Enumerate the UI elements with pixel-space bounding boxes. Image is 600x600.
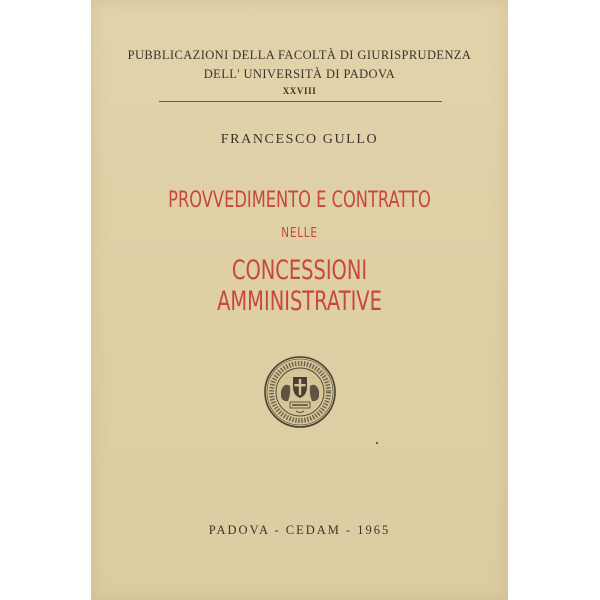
- series-number: XXVIII: [282, 86, 317, 96]
- title-line-2: NELLE: [281, 226, 318, 241]
- author-name: FRANCESCO GULLO: [220, 132, 379, 147]
- series-title-line-2: DELL' UNIVERSITÀ DI PADOVA: [203, 67, 396, 81]
- title-line-3: CONCESSIONI AMMINISTRATIVE: [217, 255, 382, 317]
- book-cover: [91, 0, 508, 600]
- divider-rule: [159, 101, 442, 102]
- series-title-line-1: PUBBLICAZIONI DELLA FACOLTÀ DI GIURISPRUDENZA: [127, 48, 472, 62]
- publisher-imprint: PADOVA - CEDAM - 1965: [208, 523, 391, 537]
- paper-speck: [376, 442, 378, 444]
- university-seal-icon: [263, 355, 337, 429]
- title-line-1: PROVVEDIMENTO E CONTRATTO: [168, 188, 431, 213]
